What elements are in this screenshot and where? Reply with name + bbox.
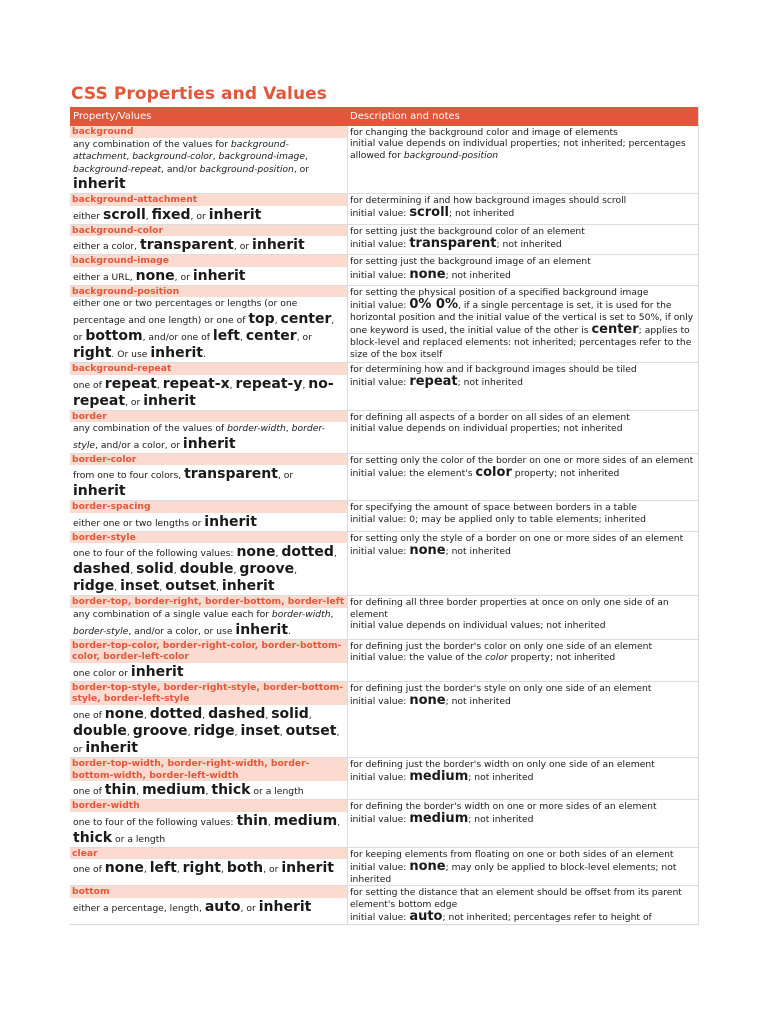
description-cell: for setting just the background image of an element initial value: none; not inherited — [350, 256, 591, 282]
property-values: either scroll, fixed, or inherit — [73, 206, 262, 223]
property-cell — [70, 532, 347, 596]
table-row — [70, 453, 698, 501]
property-values: either a URL, none, or inherit — [73, 267, 246, 284]
property-name: background-image — [70, 255, 347, 267]
property-name: border-width — [70, 800, 347, 812]
property-cell — [70, 501, 347, 531]
table-row — [70, 410, 698, 453]
property-name: border-color — [70, 454, 347, 466]
table-row — [70, 224, 698, 255]
property-name: background-repeat — [70, 363, 347, 375]
property-name: bottom — [70, 886, 347, 898]
property-cell — [70, 255, 347, 285]
description-cell: for defining the border's width on one or more sides of an element initial value: medium; not inherited — [350, 801, 657, 827]
property-name: background-attachment — [70, 194, 347, 206]
property-cell — [70, 411, 347, 453]
property-values: one to four of the following values: thin, medium, thick or a length — [73, 812, 341, 846]
property-name: border-top-style, border-right-style, border-bottom-style, border-left-style — [70, 682, 347, 705]
property-values: one of repeat, repeat-x, repeat-y, no-repeat, or inherit — [73, 375, 334, 409]
properties-table — [70, 107, 699, 925]
property-values: from one to four colors, transparent, or inherit — [73, 466, 294, 500]
table-row — [70, 126, 698, 193]
property-name: background — [70, 126, 347, 138]
description-cell: for changing the background color and image of elements initial value depends on individual properties; not inherited; percentages allowed for background-position — [350, 127, 686, 161]
description-cell: for determining if and how background images should scroll initial value: scroll; not inherited — [350, 195, 627, 221]
description-cell: for setting only the color of the border on one or more sides of an element initial value: the element's color property; not inherited — [350, 454, 694, 480]
page-title: CSS Properties and Values — [71, 84, 327, 104]
property-name: clear — [70, 848, 347, 860]
property-values: one color or inherit — [73, 663, 184, 680]
property-name: background-color — [70, 225, 347, 237]
property-name: border-top, border-right, border-bottom, border-left — [70, 596, 347, 608]
property-values: one of none, left, right, both, or inherit — [73, 860, 334, 877]
property-values: either one or two lengths or inherit — [73, 513, 257, 530]
property-cell — [70, 194, 347, 224]
table-row — [70, 757, 698, 799]
property-values: any combination of a single value each for border-width, border-style, and/or a color, or use inherit. — [73, 609, 334, 638]
property-cell — [70, 640, 347, 681]
property-values: either one or two percentages or lengths (or one percentage and one length) or one of top, center, or bottom, and/or one of left, center, or right. Or use inherit. — [73, 298, 335, 361]
property-cell — [70, 848, 347, 886]
property-name: border-spacing — [70, 501, 347, 513]
property-cell — [70, 286, 347, 362]
property-cell — [70, 454, 347, 501]
table-row — [70, 254, 698, 285]
table-row — [70, 847, 698, 886]
table-row — [70, 885, 698, 924]
property-values: one of thin, medium, thick or a length — [73, 782, 304, 799]
property-name: background-position — [70, 286, 347, 298]
property-cell — [70, 682, 347, 757]
column-header-property: Property/Values — [73, 111, 152, 122]
column-header-description: Description and notes — [350, 111, 460, 122]
property-name: border-top-color, border-right-color, border-bottom-color, border-left-color — [70, 640, 347, 663]
property-cell — [70, 225, 347, 255]
property-cell — [70, 800, 347, 847]
description-cell: for specifying the amount of space between borders in a table initial value: 0; may be applied only to table elements; inherited — [350, 502, 646, 525]
description-cell: for keeping elements from floating on one or both sides of an element initial value: none; may only be applied to block-level elements; not inherited — [350, 848, 677, 885]
table-row — [70, 362, 698, 410]
description-cell: for defining just the border's color on only one side of an element initial value: the value of the color property; not inherited — [350, 640, 653, 663]
property-values: one to four of the following values: none, dotted, dashed, solid, double, groove, ridge, inset, outset, inherit — [73, 544, 337, 595]
property-values: either a color, transparent, or inherit — [73, 237, 305, 254]
description-cell: for defining all three border properties at once on only one side of an element initial value depends on individual values; not inherited — [350, 597, 669, 632]
table-row — [70, 500, 698, 531]
property-values: any combination of the values for background-attachment, background-color, background-image, background-repeat, and/or background-position, or inherit — [73, 138, 310, 193]
property-cell — [70, 596, 347, 638]
description-cell: for defining all aspects of a border on all sides of an element initial value depends on individual properties; not inherited — [350, 411, 630, 434]
table-body — [70, 126, 698, 924]
table-row — [70, 193, 698, 224]
property-cell — [70, 363, 347, 410]
property-values: any combination of the values of border-width, border-style, and/or a color, or inherit — [73, 423, 325, 452]
property-name: border-style — [70, 532, 347, 544]
table-row — [70, 799, 698, 847]
table-row — [70, 285, 698, 362]
table-row — [70, 681, 698, 757]
property-values: one of none, dotted, dashed, solid, double, groove, ridge, inset, outset, or inherit — [73, 705, 340, 756]
table-row — [70, 595, 698, 638]
table-row — [70, 531, 698, 596]
property-name: border-top-width, border-right-width, border-bottom-width, border-left-width — [70, 758, 347, 781]
description-cell: for determining how and if background images should be tiled initial value: repeat; not inherited — [350, 363, 637, 390]
description-cell: for setting the physical position of a specified background image initial value: 0% 0%, if a single percentage is set, it is used for the horizontal position and the initial value of the vertical is set to 50%, if only one keyword is used, the initial value of the other is center; applies to block-level and replaced elements: not inherited; percentages refer to the size of the box itself — [350, 286, 694, 360]
table-row — [70, 639, 698, 681]
description-cell: for defining just the border's width on only one side of an element initial value: medium; not inherited — [350, 758, 655, 785]
table-header — [70, 107, 698, 126]
property-values: either a percentage, length, auto, or inherit — [73, 898, 312, 915]
description-cell: for defining just the border's style on only one side of an element initial value: none; not inherited — [350, 682, 652, 709]
property-name: border — [70, 411, 347, 423]
description-cell: for setting just the background color of an element initial value: transparent; not inherited — [350, 225, 585, 251]
description-cell: for setting only the style of a border on one or more sides of an element initial value: none; not inherited — [350, 532, 684, 559]
property-cell — [70, 758, 347, 799]
description-cell: for setting the distance that an element should be offset from its parent element's bottom edge initial value: auto; not inherited; percentages refer to height of — [350, 887, 682, 924]
property-cell — [70, 886, 347, 924]
property-cell — [70, 126, 347, 193]
